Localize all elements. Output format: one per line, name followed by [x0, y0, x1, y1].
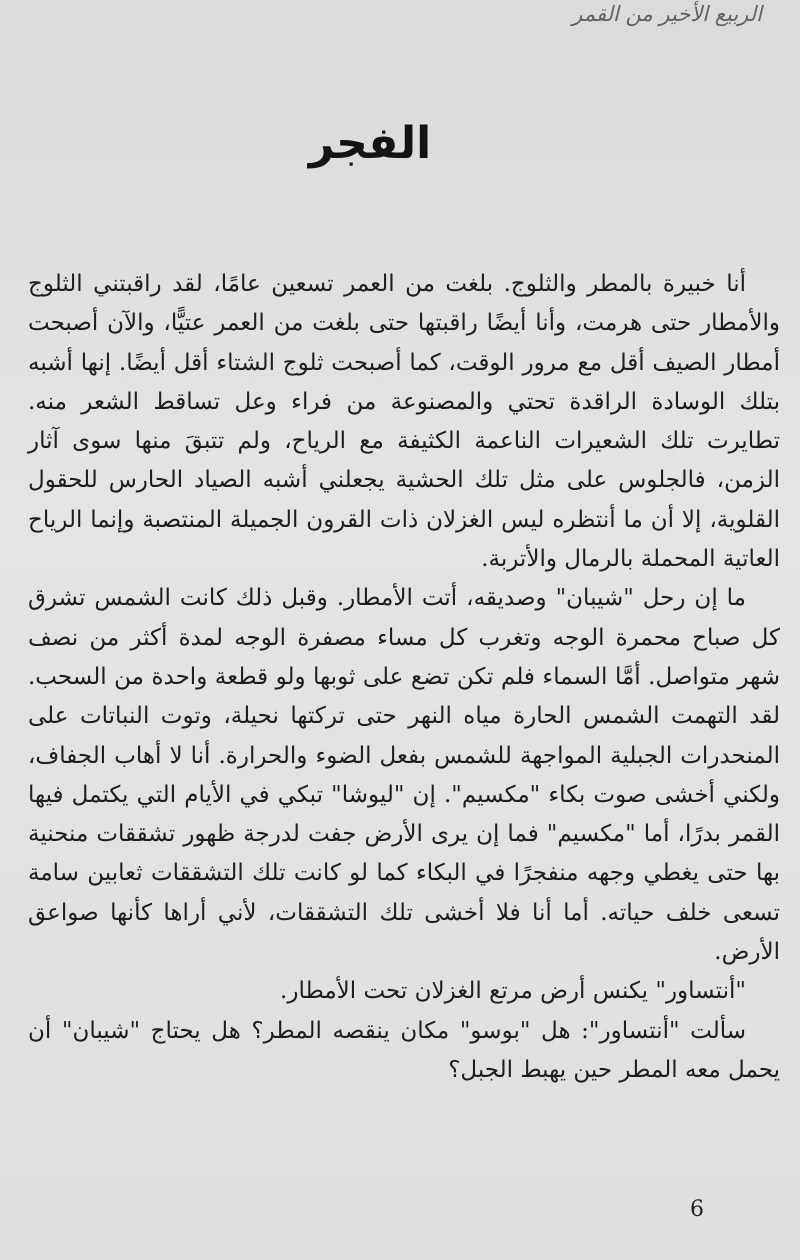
page-number: 6: [690, 1197, 704, 1222]
paragraph: ما إن رحل "شيبان" وصديقه، أتت الأمطار. وقبل ذلك كانت الشمس تشرق كل صباح محمرة الوجه وتغرب كل مساء مصفرة الوجه لمدة أكثر من نصف شهر متواصل. أمَّا السماء فلم تكن تضع على ثوبها ولو قطعة واحدة من السحب. لقد التهمت الشمس الحارة مياه النهر حتى تركتها نحيلة، وتوت النباتات على المنحدرات الجبلية المواجهة للشمس بفعل الضوء والحرارة. أنا لا أهاب الجفاف، ولكني أخشى صوت بكاء "مكسيم". إن "ليوشا" تبكي في الأيام التي يكتمل فيها القمر بدرًا، أما "مكسيم" فما إن يرى الأرض جفت لدرجة ظهور تشققات منحنية بها حتى يغطي وجهه منفجرًا في البكاء كما لو كانت تلك التشققات ثعابين سامة تسعى خلف حياته. أما أنا فلا أخشى تلك التشققات، لأني أراها كأنها صواعق الأرض.: [28, 585, 780, 966]
paragraph: أنا خبيرة بالمطر والثلوج. بلغت من العمر تسعين عامًا، لقد راقبتني الثلوج والأمطار حتى هرمت، وأنا أيضًا راقبتها حتى بلغت من العمر عتيًّا، والآن أصبحت أمطار الصيف أقل مع مرور الوقت، كما أصبحت ثلوج الشتاء أقل أيضًا. إنها أشبه بتلك الوسادة الراقدة تحتي والمصنوعة من فراء وعل تساقط الشعر منه. تطايرت تلك الشعيرات الناعمة الكثيفة مع الرياح، ولم تتبقَ منها سوى آثار الزمن، فالجلوس على مثل تلك الحشية يجعلني أشبه الصياد الحارس للحقول القلوية، إلا أن ما أنتظره ليس الغزلان ذات القرون الجميلة المنتصبة وإنما الرياح العاتية المحملة بالرمال والأتربة.: [28, 271, 780, 573]
paragraph: سألت "أنتساور": هل "بوسو" مكان ينقصه المطر؟ هل يحتاج "شيبان" أن يحمل معه المطر حين يهبط الجبل؟: [28, 1017, 780, 1083]
body-text: [28, 265, 780, 1090]
paragraph: "أنتساور" يكنس أرض مرتع الغزلان تحت الأمطار.: [280, 978, 746, 1005]
chapter-title: الفجر: [308, 118, 432, 169]
running-header: الربيع الأخير من القمر: [572, 2, 762, 26]
